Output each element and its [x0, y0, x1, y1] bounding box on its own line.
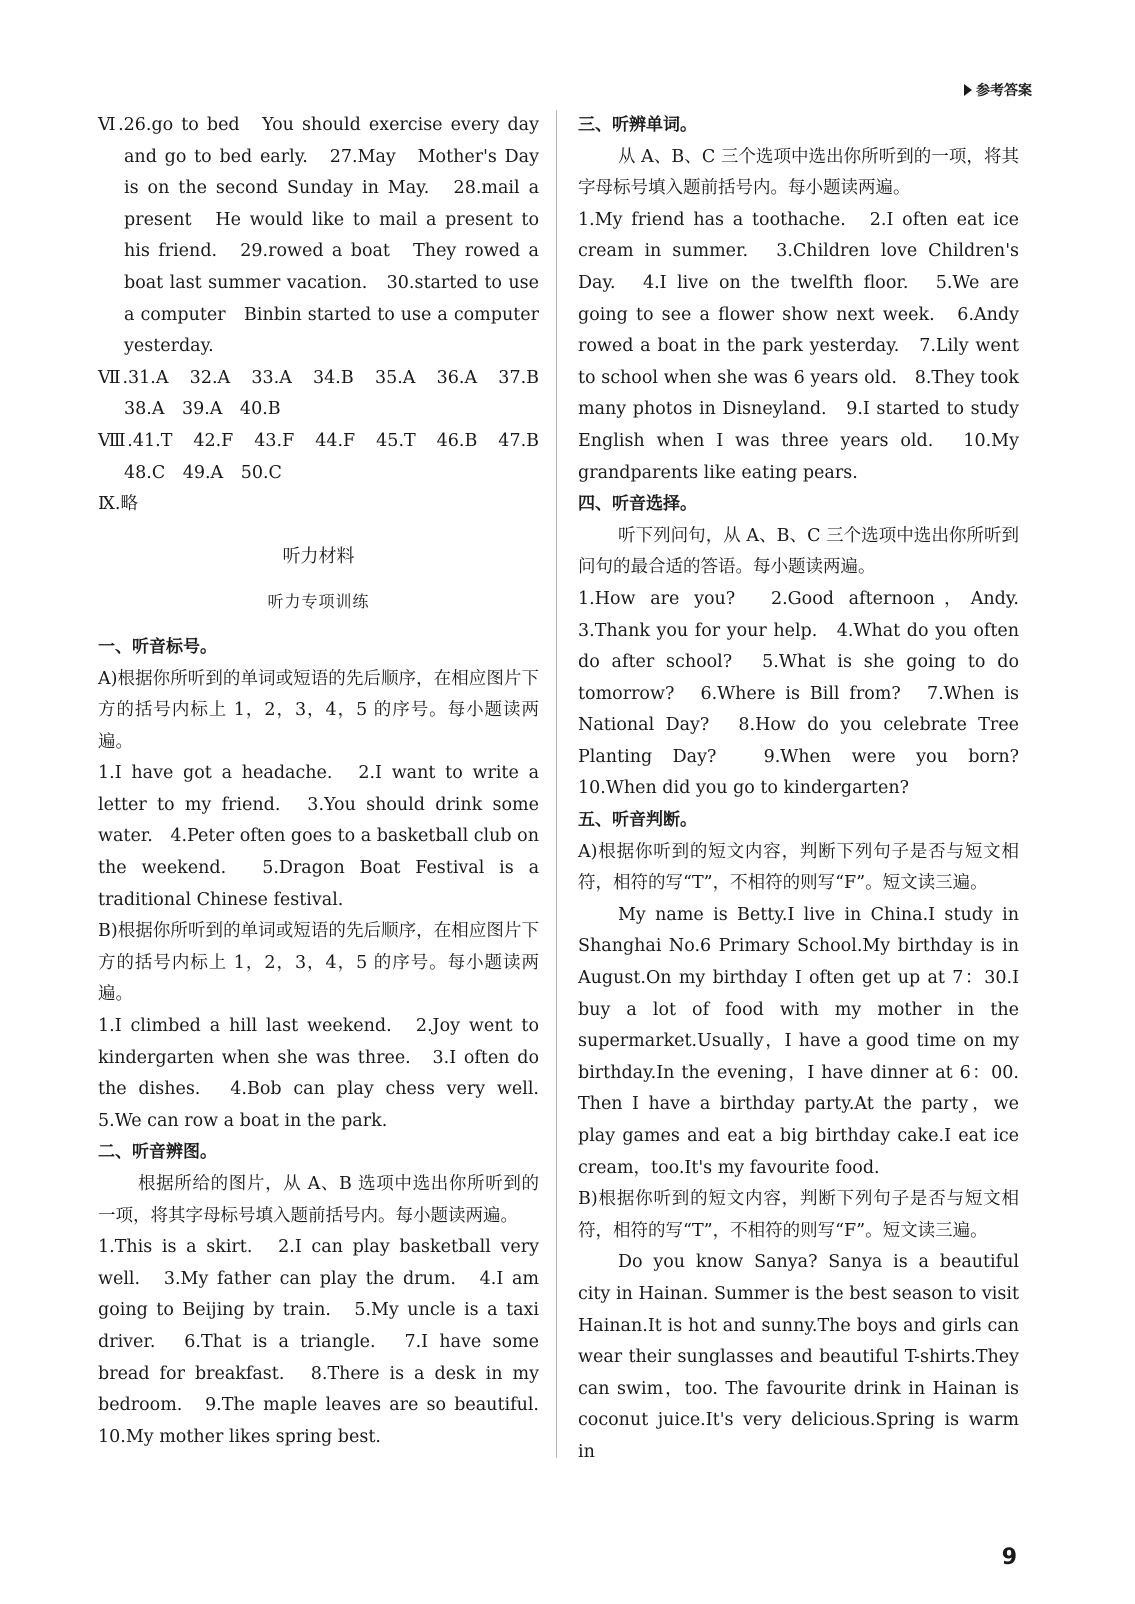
s1-b-instruction: B)根据你所听到的单词或短语的先后顺序，在相应图片下方的括号内标上 1，2，3，4，5 的序号。每小题读两遍。 — [98, 921, 539, 1005]
s3-heading: 三、听辨单词。 — [578, 115, 697, 135]
s5-b-text: Do you know Sanya? Sanya is a beautiful city in Hainan. Summer is the best season to visit Hainan.It is hot and sunny.The boys and girls can wear their sunglasses and beautiful T-shirts.They can swim，too. The favourite drink in Hainan is coconut juice.It's very delicious.Spring is warm in — [578, 1252, 1019, 1462]
triangle-icon — [964, 84, 972, 96]
s4-text: 1.How are you? 2.Good afternoon，Andy. 3.Thank you for your help. 4.What do you often do after school? 5.What is she going to do tomorrow? 6.Where is Bill from? 7.When is National Day? 8.How do you celebrate Tree Planting Day? 9.When were you born? 10.When did you go to kindergarten? — [578, 588, 1037, 799]
s1-a-text: 1.I have got a headache. 2.I want to write a letter to my friend. 3.You should drink some water. 4.Peter often goes to a basketball club on the weekend. 5.Dragon Boat Festival is a traditional Chinese festival. — [98, 763, 539, 910]
s3-text: 1.My friend has a toothache. 2.I often eat ice cream in summer. 3.Children love Children's Day. 4.I live on the twelfth floor. 5.We are going to see a flower show next week. 6.Andy rowed a boat in the park yesterday. 7.Lily went to school when she was 6 years old. 8.They took many photos in Disneyland. 9.I started to study English when I was three years old. 10.My grandparents like eating pears. — [578, 209, 1019, 483]
answer-line: Ⅶ.31.A 32.A 33.A 34.B 35.A 36.A 37.B 38.A 39.A 40.B — [98, 367, 557, 420]
s4-instruction: 听下列问句，从 A、B、C 三个选项中选出你所听到问句的最合适的答语。每小题读两遍。 — [578, 525, 1019, 578]
s5-heading: 五、听音判断。 — [578, 810, 697, 831]
right-column — [578, 110, 1037, 1469]
s2-heading: 二、听音辨图。 — [98, 1142, 217, 1163]
s5-a-instruction: A)根据你听到的短文内容，判断下列句子是否与短文相符，相符的写“T”，不相符的则写“F”。短文读三遍。 — [578, 841, 1019, 894]
section-title: 听力材料 — [282, 545, 355, 567]
s1-b-text: 1.I climbed a hill last weekend. 2.Joy went to kindergarten when she was three. 3.I often do the dishes. 4.Bob can play chess very well. 5.We can row a boat in the park. — [98, 1016, 557, 1131]
s5-a-text: My name is Betty.I live in China.I study in Shanghai No.6 Primary School.My birthday is in August.On my birthday I often get up at 7：30.I buy a lot of food with my mother in the supermarket.Usually，I have a good time on my birthday.In the evening，I have dinner at 6：00. Then I have a birthday party.At the party，we play games and eat a big birthday cake.I eat ice cream，too.It's my favourite food. — [578, 904, 1019, 1178]
header-label: 参考答案 — [976, 83, 1032, 99]
header-tag — [964, 80, 1032, 100]
s3-instruction: 从 A、B、C 三个选项中选出你所听到的一项，将其字母标号填入题前括号内。每小题读两遍。 — [578, 146, 1019, 199]
answer-line: Ⅷ.41.T 42.F 43.F 44.F 45.T 46.B 47.B 48.C 49.A 50.C — [98, 430, 557, 483]
s2-instruction: 根据所给的图片，从 A、B 选项中选出你所听到的一项，将其字母标号填入题前括号内。每小题读两遍。 — [98, 1174, 539, 1226]
answer-line: Ⅵ.26.go to bed You should exercise every day and go to bed early. 27.May Mother's Day is on the second Sunday in May. 28.mail a present He would like to mail a present to his friend. 29.rowed a boat They rowed a boat last summer vacation. 30.started to use a computer Binbin started to use a computer yesterday. — [98, 115, 539, 357]
page-number: 9 — [1001, 1545, 1017, 1570]
s1-a-instruction: A)根据你所听到的单词或短语的先后顺序，在相应图片下方的括号内标上 1，2，3，4，5 的序号。每小题读两遍。 — [98, 668, 539, 752]
column-divider — [556, 110, 557, 1458]
s5-b-instruction: B)根据你听到的短文内容，判断下列句子是否与短文相符，相符的写“T”，不相符的则写“F”。短文读三遍。 — [578, 1189, 1019, 1241]
section-subtitle: 听力专项训练 — [267, 592, 370, 612]
s1-heading: 一、听音标号。 — [98, 636, 217, 657]
left-column — [98, 110, 557, 1453]
s4-heading: 四、听音选择。 — [578, 494, 697, 515]
s2-text: 1.This is a skirt. 2.I can play basketball very well. 3.My father can play the drum. 4.I am going to Beijing by train. 5.My uncle is a taxi driver. 6.That is a triangle. 7.I have some bread for breakfast. 8.There is a desk in my bedroom. 9.The maple leaves are so beautiful. 10.My mother likes spring best. — [98, 1237, 557, 1447]
answer-line: Ⅸ.略 — [98, 494, 138, 515]
